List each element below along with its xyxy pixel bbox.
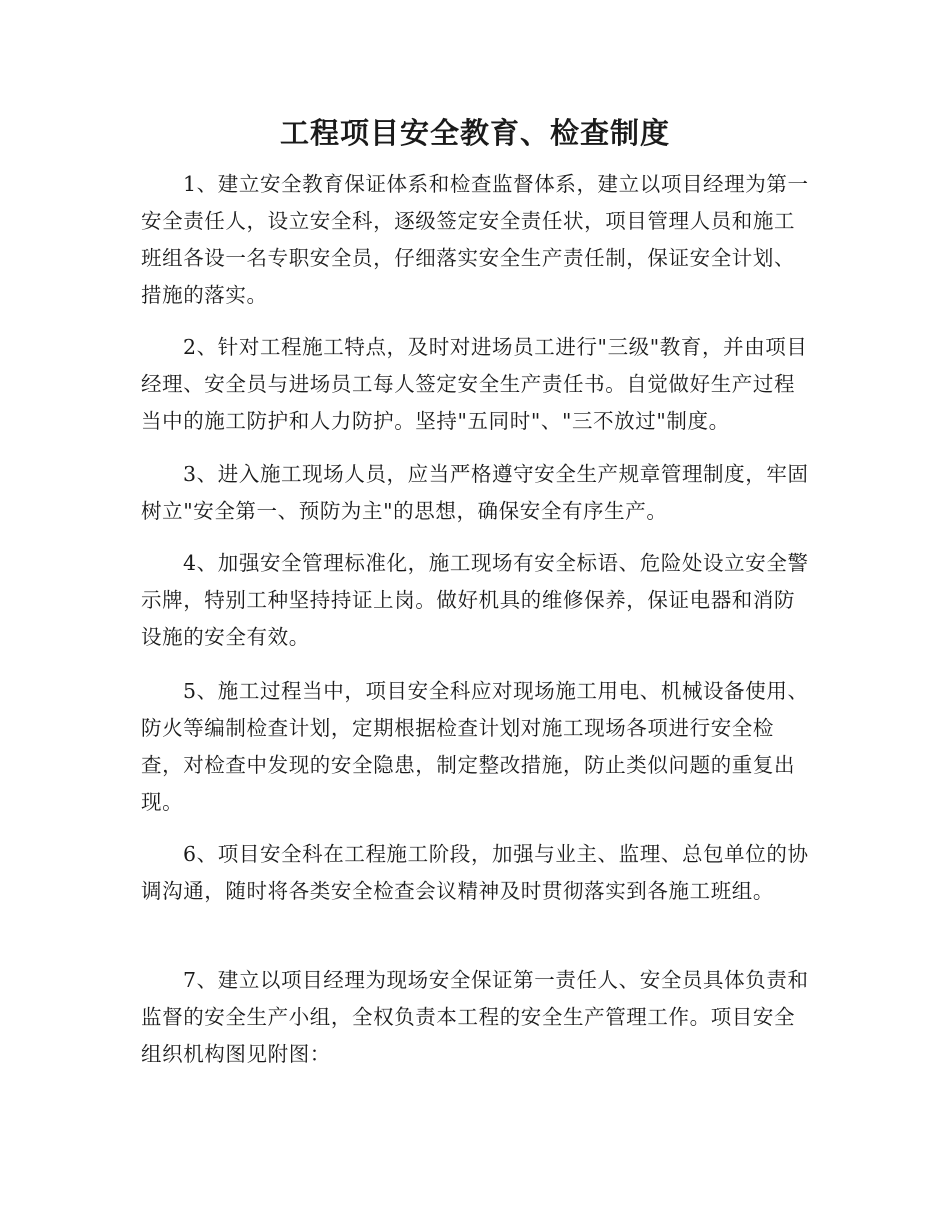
paragraph-6: 6、项目安全科在工程施工阶段，加强与业主、监理、总包单位的协调沟通，随时将各类安全检查会议精神及时贯彻落实到各施工班组。: [141, 842, 809, 903]
document-title: 工程项目安全教育、检查制度: [279, 116, 670, 150]
paragraph-5: 5、施工过程当中，项目安全科应对现场施工用电、机械设备使用、防火等编制检查计划，定期根据检查计划对施工现场各项进行安全检查，对检查中发现的安全隐患，制定整改措施，防止类似问题的重复出现。: [141, 679, 809, 814]
paragraph-2: 2、针对工程施工特点，及时对进场员工进行"三级"教育，并由项目经理、安全员与进场员工每人签定安全生产责任书。自觉做好生产过程当中的施工防护和人力防护。坚持"五同时"、"三不放过"制度。: [141, 335, 808, 433]
paragraph-1: 1、建立安全教育保证体系和检查监督体系，建立以项目经理为第一安全责任人，设立安全科，逐级签定安全责任状，项目管理人员和施工班组各设一名专职安全员，仔细落实安全生产责任制，保证安全计划、措施的落实。: [141, 172, 809, 307]
paragraph-3: 3、进入施工现场人员，应当严格遵守安全生产规章管理制度，牢固树立"安全第一、预防为主"的思想，确保安全有序生产。: [141, 462, 809, 523]
paragraph-4: 4、加强安全管理标准化，施工现场有安全标语、危险处设立安全警示牌，特别工种坚持持证上岗。做好机具的维修保养，保证电器和消防设施的安全有效。: [141, 551, 809, 649]
paragraph-7: 7、建立以项目经理为现场安全保证第一责任人、安全员具体负责和监督的安全生产小组，全权负责本工程的安全生产管理工作。项目安全组织机构图见附图：: [141, 968, 809, 1066]
